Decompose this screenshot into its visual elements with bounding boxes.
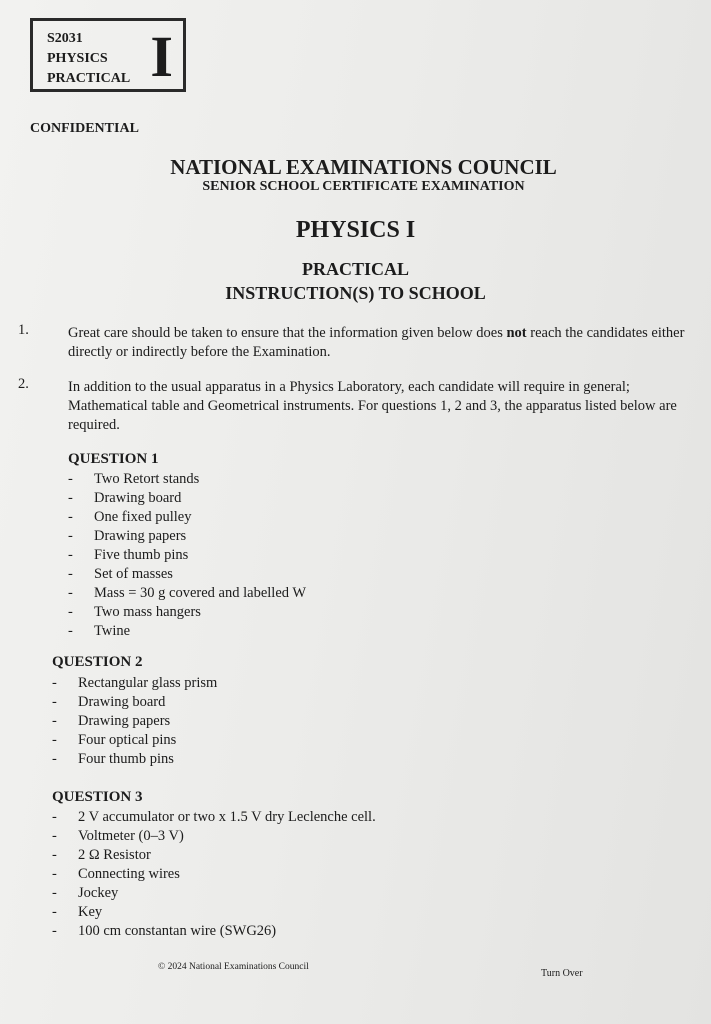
- paragraph-2: In addition to the usual apparatus in a Physics Laboratory, each candidate will require in general; Mathematical table and Geometrical instruments. For questions 1, 2 and 3, the apparatus listed below are required.: [68, 379, 677, 433]
- practical-title: PRACTICAL: [301, 259, 409, 279]
- turn-over-label: Turn Over: [541, 968, 583, 979]
- certificate-title: SENIOR SCHOOL CERTIFICATE EXAMINATION: [202, 179, 525, 194]
- paper-type: PRACTICAL: [47, 71, 131, 86]
- paper-code-lines: [47, 29, 130, 89]
- paper-numeral: I: [150, 24, 173, 89]
- subject-title: PHYSICS I: [295, 217, 416, 243]
- paragraph-1: [68, 324, 690, 362]
- copyright-footer: © 2024 National Examinations Council: [158, 962, 309, 972]
- paragraph-1-text-after: reach the candidates either directly or indirectly before the Examination.: [68, 325, 685, 360]
- instructions-title: INSTRUCTION(S) TO SCHOOL: [225, 283, 486, 303]
- question-3-title: QUESTION 3: [52, 789, 143, 805]
- exam-page: S2031 PHYSICS PRACTICAL I CONFIDENTIAL NATIONAL EXAMINATIONS COUNCIL SENIOR SCHOOL CERTIFICATE EXAMINATION PHYSICS I PRACTICAL INSTRUCTION(S) TO SCHOOL 1. Great care should be taken to ensure that the information given below does not reach the candidates either directly or indirectly before the Examination. 2. In addition to the usual apparatus in a Physics Laboratory, each candidate will require in general; Mathematical table and Geometrical instruments. For questions 1, 2 and 3, the apparatus listed below are required. QUESTION 1 - Two Retort stands - Drawing board - One fixed pulley - Drawing papers - Five thumb pins - Set of masses - Mass = 30 g covered and labelled W - Two mass hangers - Twine QUESTION 2 - Rectangular glass prism - Drawing board - Drawing papers - Four optical pins - Four thumb pins QUESTION 3 - 2 V accumulator or two x 1.5 V dry Leclenche cell. - Voltmeter (0–3 V) - 2 Ω Resistor - Connecting wires - Jockey - Key - 100 cm constantan wire (SWG26) © 2024 National Examinations Council Turn Over: [0, 0, 711, 1024]
- paragraph-1-emphasis: not: [506, 325, 527, 341]
- question-1-title: QUESTION 1: [68, 451, 159, 467]
- paper-code: S2031: [47, 31, 83, 46]
- paper-code-box: [30, 18, 186, 92]
- paper-subject: PHYSICS: [47, 51, 108, 66]
- confidential-label: CONFIDENTIAL: [30, 121, 139, 136]
- question-2-title: QUESTION 2: [52, 654, 143, 670]
- council-title: NATIONAL EXAMINATIONS COUNCIL: [170, 155, 557, 179]
- paragraph-1-text-before: Great care should be taken to ensure that the information given below does: [68, 325, 507, 341]
- paragraph-number: 1.: [18, 322, 29, 338]
- paragraph-number: 2.: [18, 376, 29, 392]
